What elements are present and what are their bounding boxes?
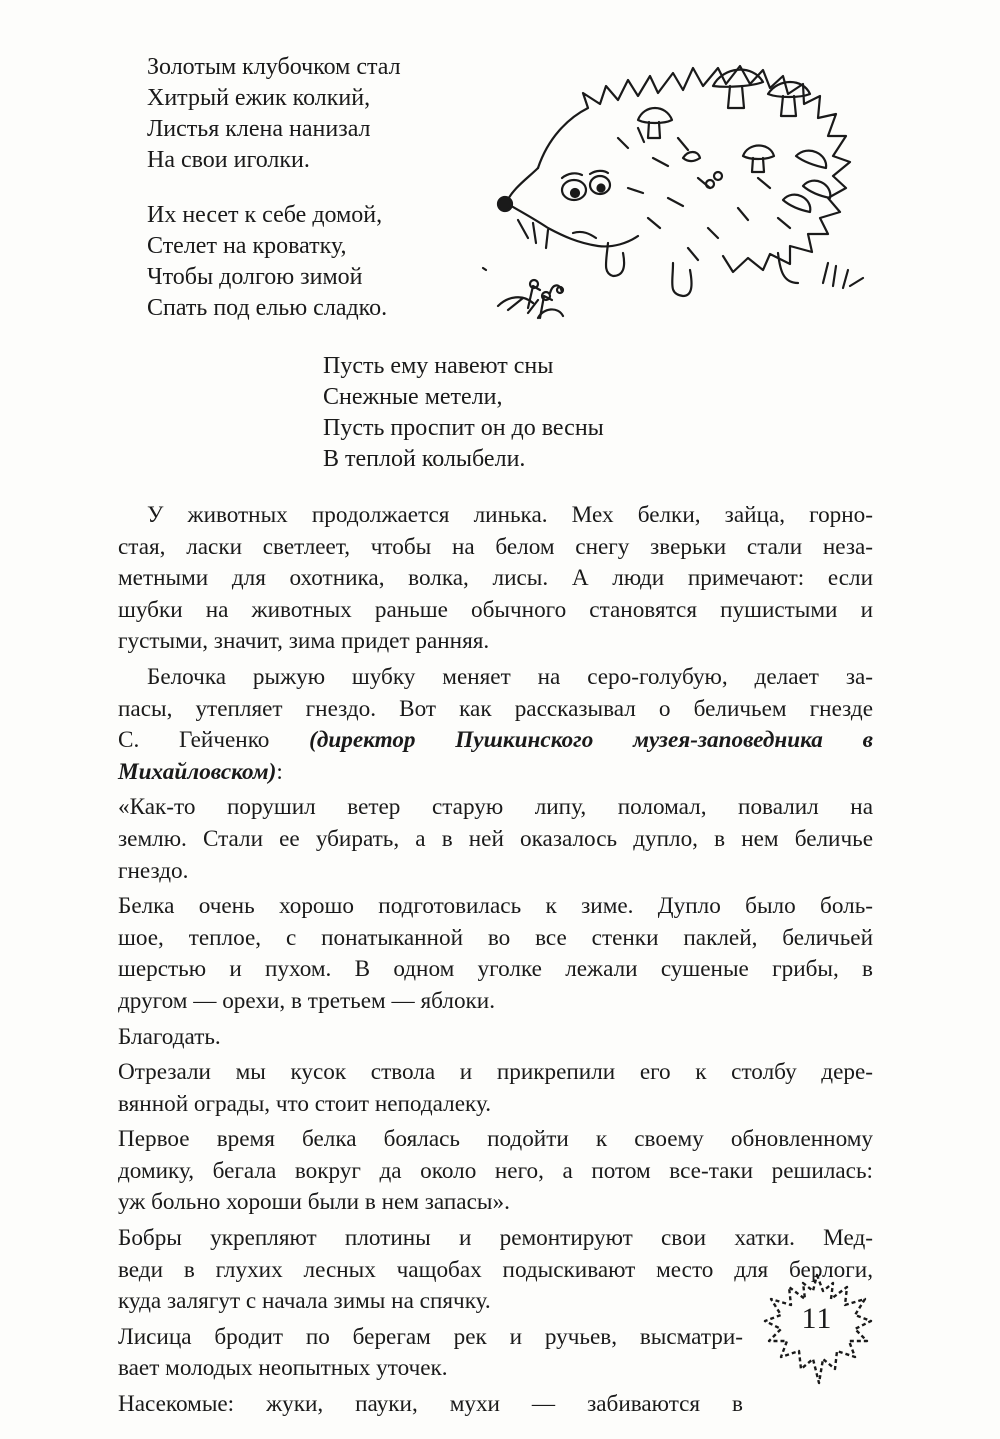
text-line: вает молодых неопытных уточек.: [118, 1355, 448, 1382]
punctuation: :: [276, 758, 283, 785]
text-line: шое, теплое, с понатыканной во все стенки паклей, беличьей: [118, 924, 873, 951]
paragraph: [118, 1124, 873, 1219]
poem-line: Листья клена нанизал: [147, 116, 371, 142]
author-name: С. Гейченко: [118, 727, 310, 754]
text-line: Первое время белка боялась подойти к своему обновленному: [118, 1126, 873, 1153]
poem-line: Чтобы долгою зимой: [147, 264, 363, 290]
text-line: У животных продолжается линька. Мех белки, зайца, горно-: [147, 502, 873, 528]
text-line: «Как-то порушил ветер старую липу, поломал, повалил на: [118, 794, 873, 821]
hedgehog-with-mushrooms-icon: [478, 38, 888, 338]
text-line: землю. Стали ее убирать, а в ней оказалось дупло, в нем беличье: [118, 825, 873, 852]
poem-line: Их несет к себе домой,: [147, 202, 383, 228]
text-line: шубки на животных раньше обычного становятся пушистыми и: [118, 596, 873, 623]
text-line: Белочка рыжую шубку меняет на серо-голубую, делает за-: [147, 663, 873, 690]
poem-line: Стелет на кроватку,: [147, 233, 347, 259]
poem-line: Хитрый ежик колкий,: [147, 85, 371, 111]
text-line: [118, 725, 873, 757]
prose-body: [118, 500, 873, 1425]
text-line: пасы, утепляет гнездо. Вот как рассказывал о беличьем гнезде: [118, 695, 873, 722]
paragraph: [118, 1389, 743, 1421]
poem-stanza-3: [323, 351, 604, 475]
text-line: веди в глухих лесных чащобах подыскивают место для берлоги,: [118, 1256, 873, 1283]
poem-line: В теплой колыбели.: [323, 446, 526, 472]
poem-line: Снежные метели,: [323, 384, 503, 410]
page-number: 11: [801, 1302, 833, 1335]
paragraph: [118, 662, 873, 788]
text-line: другом — орехи, в третьем — яблоки.: [118, 987, 496, 1014]
text-line: [118, 757, 873, 789]
poem-line: Пусть проспит он до весны: [323, 415, 604, 441]
author-note: Михайловском): [118, 758, 277, 785]
paragraph: [118, 792, 873, 887]
text-line: куда залягут с начала зимы на спячку.: [118, 1288, 491, 1315]
text-line: гнездо.: [118, 857, 189, 884]
text-line: Белка очень хорошо подготовилась к зиме. Дупло было боль-: [118, 893, 873, 920]
text-line: метными для охотника, волка, лисы. А люди примечают: если: [118, 565, 873, 592]
text-line: домику, бегала вокруг да около него, а потом все-таки решилась:: [118, 1157, 873, 1184]
paragraph: [118, 500, 873, 658]
text-line: стая, ласки светлеет, чтобы на белом снегу зверьки стали неза-: [118, 533, 873, 560]
poem-line: Пусть ему навеют сны: [323, 353, 554, 379]
paragraph: [118, 1022, 873, 1054]
poem-line: Золотым клубочком стал: [147, 54, 401, 80]
poem-stanza-2: [147, 200, 387, 324]
text-line: Насекомые: жуки, пауки, мухи — забиваются в: [118, 1391, 743, 1418]
text-line: густыми, значит, зима придет ранняя.: [118, 628, 490, 655]
text-line: Отрезали мы кусок ствола и прикрепили его к столбу дере-: [118, 1059, 873, 1086]
text-line: уж больно хороши были в нем запасы».: [118, 1189, 510, 1216]
poem-line: На свои иголки.: [147, 147, 310, 173]
text-line: Бобры укрепляют плотины и ремонтируют свои хатки. Мед-: [118, 1225, 873, 1252]
text-line: Лисица бродит по берегам рек и ручьев, высматри-: [118, 1323, 743, 1350]
text-line: Благодать.: [118, 1023, 221, 1050]
author-note: (директор Пушкинского музея-заповедника в: [309, 727, 873, 754]
poem-line: Спать под елью сладко.: [147, 295, 388, 321]
paragraph: [118, 1322, 743, 1385]
poem-stanza-1: [147, 52, 401, 176]
text-line: вянной ограды, что стоит неподалеку.: [118, 1090, 492, 1117]
text-line: шерстью и пухом. В одном уголке лежали сушеные грибы, в: [118, 956, 873, 983]
paragraph: [118, 891, 873, 1017]
paragraph: [118, 1057, 873, 1120]
paragraph: [118, 1223, 873, 1318]
